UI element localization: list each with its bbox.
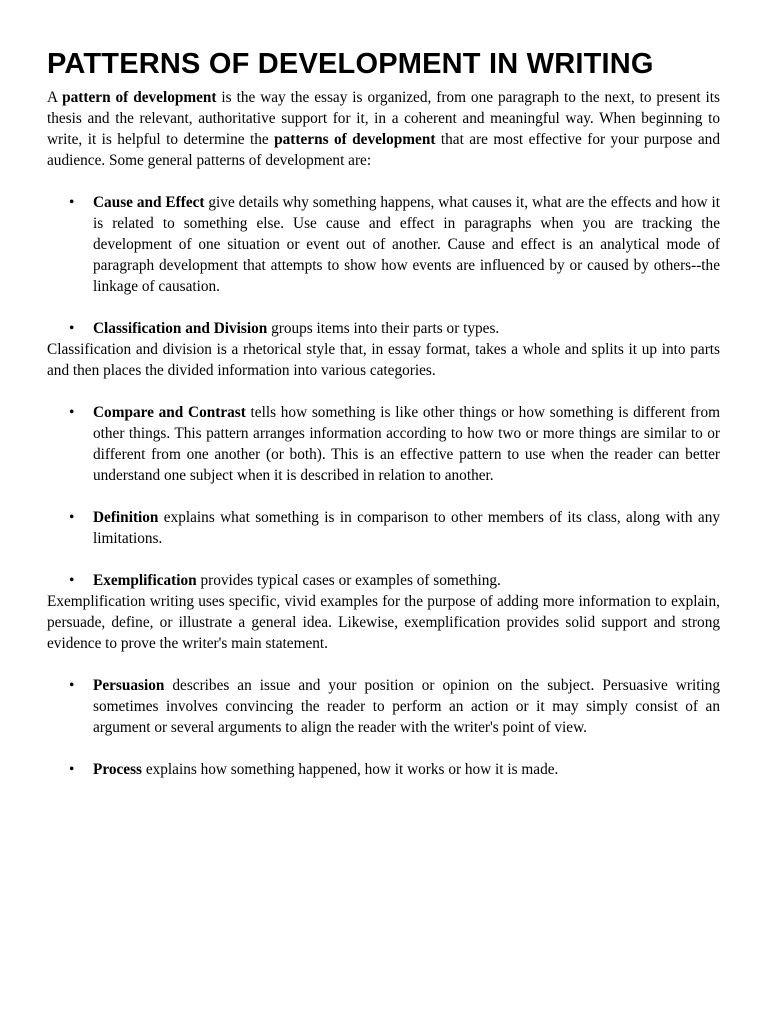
- item-text: describes an issue and your position or opinion on the subject. Persuasive writing sometimes involves convincing the reader to perform an action or it may simply consist of an argument or several arguments to align the reader with the writer's point of view.: [93, 677, 720, 736]
- intro-text-1: A: [47, 89, 63, 106]
- bullet-icon: •: [69, 572, 75, 589]
- item-text: explains what something is in comparison to other members of its class, along with any limitations.: [93, 509, 720, 547]
- intro-paragraph: [47, 87, 720, 171]
- document-page: [47, 44, 720, 780]
- pattern-list: [47, 675, 720, 780]
- list-item-process: [47, 759, 720, 780]
- intro-text-2: is the way the essay is organized, from one paragraph to the next, to present its thesis and the relevant, authoritative support for it, in a coherent and meaningful way. When beginning to write, it is helpful to determine the: [47, 89, 720, 148]
- classification-paragraph: Classification and division is a rhetorical style that, in essay format, takes a whole and splits it up into parts and then places the divided information into various categories.: [47, 341, 720, 379]
- bullet-icon: •: [69, 404, 75, 421]
- list-item-cause-effect: [47, 192, 720, 297]
- list-item-persuasion: [47, 675, 720, 738]
- item-term: Classification and Division: [93, 320, 268, 337]
- item-term: Compare and Contrast: [93, 404, 246, 421]
- item-text: tells how something is like other things or how something is different from other things. This pattern arranges information according to how two or more things are similar to or different from one another (or both). This is an effective pattern to use when the reader can better understand one subject when it is described in relation to another.: [93, 404, 720, 484]
- document-title: PATTERNS OF DEVELOPMENT IN WRITING: [47, 48, 654, 80]
- list-item-classification: [47, 318, 720, 339]
- list-item-exemplification: [47, 570, 720, 591]
- intro-bold-1: pattern of development: [62, 89, 217, 106]
- item-term: Persuasion: [93, 677, 165, 694]
- pattern-list: [47, 402, 720, 591]
- intro-bold-2: patterns of development: [274, 131, 436, 148]
- intro-text-3: that are most effective for your purpose and audience. Some general patterns of development are:: [47, 131, 720, 169]
- bullet-icon: •: [69, 320, 75, 337]
- item-term: Cause and Effect: [93, 194, 205, 211]
- bullet-icon: •: [69, 761, 75, 778]
- item-text: provides typical cases or examples of something.: [196, 572, 501, 589]
- bullet-icon: •: [69, 677, 75, 694]
- exemplification-paragraph: Exemplification writing uses specific, vivid examples for the purpose of adding more information to explain, persuade, define, or illustrate a general idea. Likewise, exemplification provides solid support and strong evidence to prove the writer's main statement.: [47, 593, 720, 652]
- bullet-icon: •: [69, 194, 75, 211]
- list-item-compare-contrast: [47, 402, 720, 486]
- item-text: give details why something happens, what causes it, what are the effects and how it is related to something else. Use cause and effect in paragraphs when you are tracking the development of one situation or event out of another. Cause and effect is an analytical mode of paragraph development that attempts to show how events are influenced by or caused by others--the linkage of causation.: [93, 194, 720, 295]
- item-text: groups items into their parts or types.: [267, 320, 500, 337]
- bullet-icon: •: [69, 509, 75, 526]
- item-term: Definition: [93, 509, 159, 526]
- pattern-list: [47, 192, 720, 297]
- item-text: explains how something happened, how it works or how it is made.: [142, 761, 559, 778]
- list-item-definition: [47, 507, 720, 549]
- item-term: Process: [93, 761, 142, 778]
- pattern-list: [47, 318, 720, 339]
- item-term: Exemplification: [93, 572, 197, 589]
